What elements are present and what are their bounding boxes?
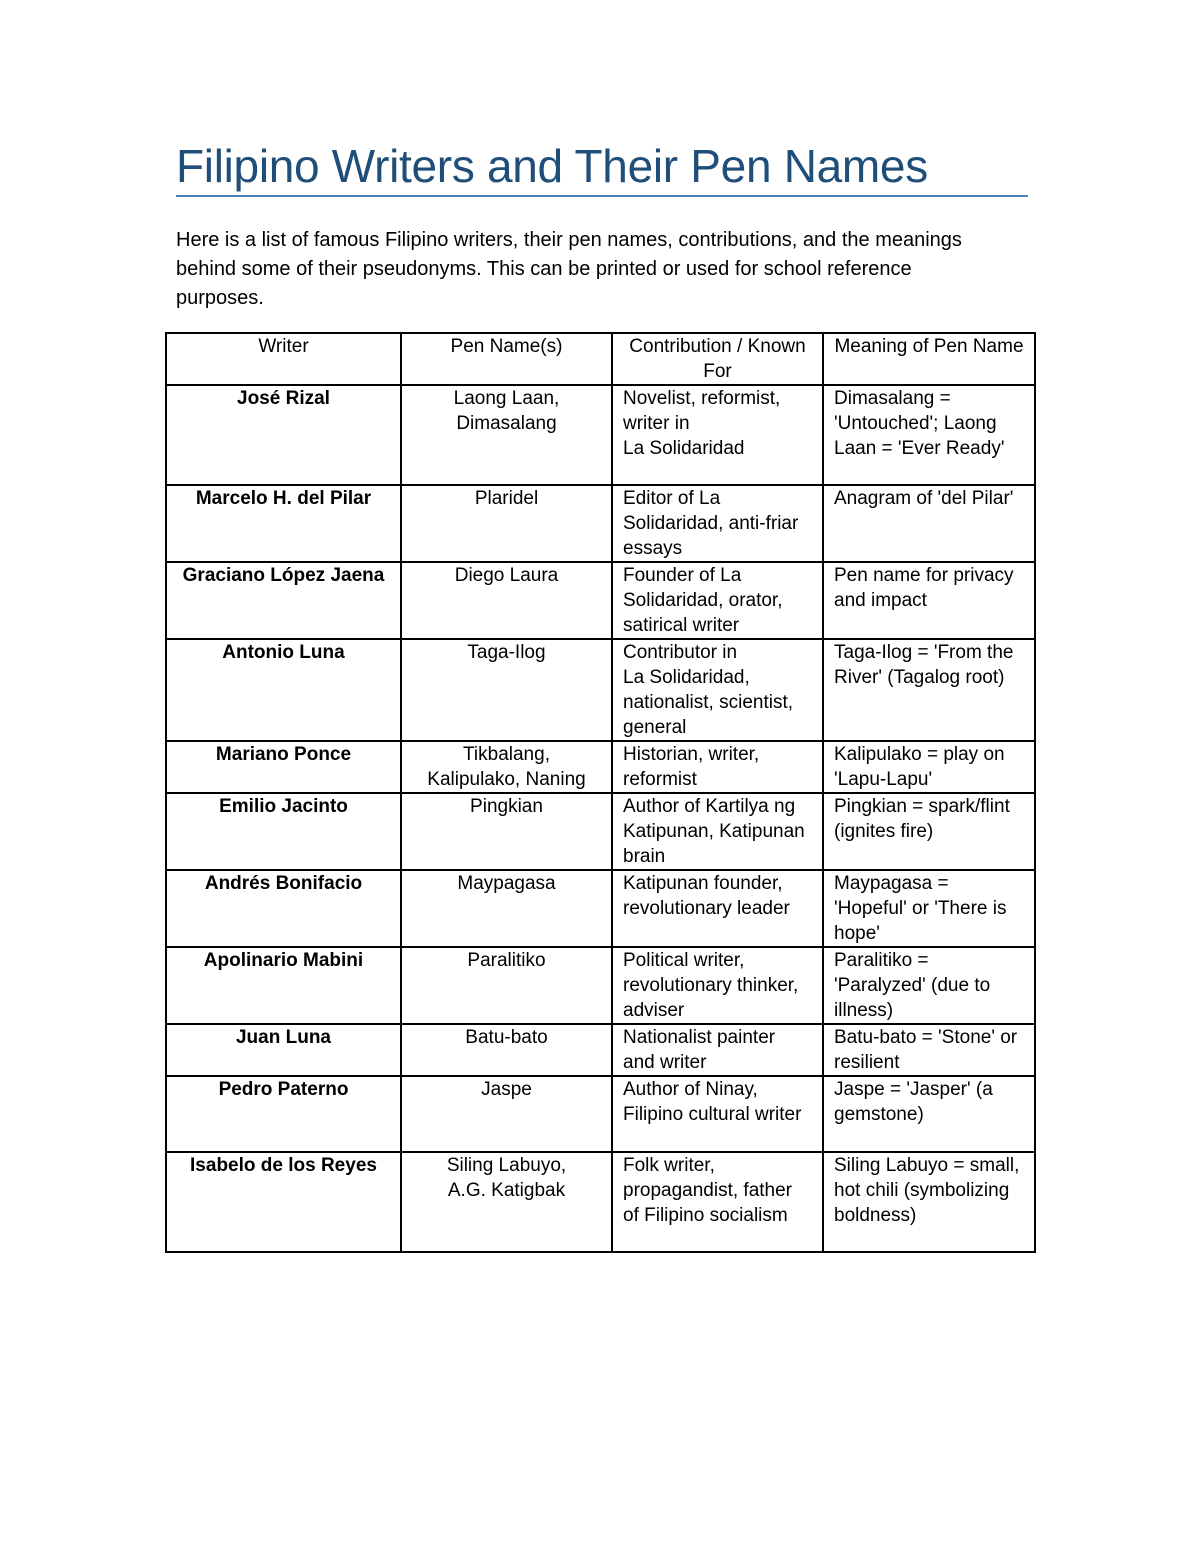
table-row (166, 1152, 1035, 1252)
table-row (166, 562, 1035, 639)
contribution-cell (612, 741, 823, 793)
title-underline (176, 195, 1028, 197)
header-writer: Writer (166, 333, 401, 385)
writer-cell: Antonio Luna (166, 639, 401, 741)
pen-name-cell (401, 639, 612, 741)
pen-name-line: Diego Laura (454, 565, 559, 586)
pen-name-line: Maypagasa (457, 873, 556, 894)
contribution-cell (612, 639, 823, 741)
meaning-cell: Taga-Ilog = 'From the River' (Tagalog root) (823, 639, 1035, 741)
pen-name-cell (401, 562, 612, 639)
contribution-line: Novelist, reformist, writer in (623, 388, 781, 434)
pen-name-line: Siling Labuyo, (446, 1155, 567, 1176)
header-pen-names: Pen Name(s) (401, 333, 612, 385)
contribution-line: La Solidaridad (623, 438, 745, 459)
table-row (166, 870, 1035, 947)
contribution-line: Katipunan founder, revolutionary leader (623, 873, 790, 919)
pen-name-line: Laong Laan, (453, 388, 560, 409)
meaning-cell: Kalipulako = play on 'Lapu-Lapu' (823, 741, 1035, 793)
writer-cell: Andrés Bonifacio (166, 870, 401, 947)
table-row (166, 639, 1035, 741)
pen-name-line: Kalipulako, Naning (427, 769, 586, 790)
contribution-cell (612, 562, 823, 639)
table-header-row (166, 333, 1035, 385)
table-row (166, 485, 1035, 562)
pen-name-cell (401, 793, 612, 870)
pen-name-line: Paralitiko (467, 950, 546, 971)
pen-name-cell (401, 870, 612, 947)
contribution-line: Folk writer, propagandist, father of Filipino socialism (623, 1155, 793, 1226)
writer-cell: Marcelo H. del Pilar (166, 485, 401, 562)
meaning-cell: Pen name for privacy and impact (823, 562, 1035, 639)
writer-cell: Pedro Paterno (166, 1076, 401, 1152)
header-contribution: Contribution / Known For (612, 333, 823, 385)
writer-cell: Juan Luna (166, 1024, 401, 1076)
meaning-cell: Jaspe = 'Jasper' (a gemstone) (823, 1076, 1035, 1152)
contribution-line: La Solidaridad, nationalist, scientist, general (623, 667, 794, 738)
pen-name-cell (401, 1152, 612, 1252)
contribution-line: Author of Kartilya ng Katipunan, Katipunan brain (623, 796, 805, 867)
pen-name-cell (401, 385, 612, 485)
intro-paragraph: Here is a list of famous Filipino writers, their pen names, contributions, and the meanings behind some of their pseudonyms. This can be printed or used for school reference purposes. (176, 229, 962, 309)
writers-table (165, 332, 1036, 1253)
contribution-line: Historian, writer, reformist (623, 744, 760, 790)
contribution-cell (612, 485, 823, 562)
writer-cell: Isabelo de los Reyes (166, 1152, 401, 1252)
writer-cell: Mariano Ponce (166, 741, 401, 793)
pen-name-cell (401, 485, 612, 562)
document-title: Filipino Writers and Their Pen Names (176, 140, 928, 192)
contribution-line: Political writer, revolutionary thinker, adviser (623, 950, 799, 1021)
pen-name-line: Plaridel (474, 488, 539, 509)
contribution-cell (612, 947, 823, 1024)
contribution-line: Nationalist painter and writer (623, 1027, 776, 1073)
meaning-cell: Pingkian = spark/flint (ignites fire) (823, 793, 1035, 870)
pen-name-line: A.G. Katigbak (447, 1180, 566, 1201)
meaning-cell: Batu-bato = 'Stone' or resilient (823, 1024, 1035, 1076)
writer-cell: Emilio Jacinto (166, 793, 401, 870)
contribution-cell (612, 1076, 823, 1152)
pen-name-cell (401, 1076, 612, 1152)
contribution-line: Editor of La Solidaridad, anti-friar essays (623, 488, 799, 559)
table-row (166, 741, 1035, 793)
contribution-cell (612, 385, 823, 485)
contribution-line: Founder of La Solidaridad, orator, satirical writer (623, 565, 783, 636)
pen-name-cell (401, 1024, 612, 1076)
writer-cell: Apolinario Mabini (166, 947, 401, 1024)
table-body (166, 385, 1035, 1252)
pen-name-line: Pingkian (470, 796, 543, 817)
pen-name-line: Taga-Ilog (467, 642, 546, 663)
pen-name-cell (401, 741, 612, 793)
table-row (166, 947, 1035, 1024)
meaning-cell: Maypagasa = 'Hopeful' or 'There is hope' (823, 870, 1035, 947)
pen-name-cell (401, 947, 612, 1024)
contribution-line: Author of Ninay, Filipino cultural writer (623, 1079, 802, 1125)
contribution-cell (612, 1152, 823, 1252)
pen-name-line: Tikbalang, (463, 744, 550, 765)
contribution-cell (612, 1024, 823, 1076)
writer-cell: José Rizal (166, 385, 401, 485)
table-row (166, 1024, 1035, 1076)
pen-name-line: Dimasalang (456, 413, 557, 434)
writer-cell: Graciano López Jaena (166, 562, 401, 639)
contribution-cell (612, 793, 823, 870)
pen-name-line: Batu-bato (465, 1027, 548, 1048)
meaning-cell: Dimasalang = 'Untouched'; Laong Laan = 'Ever Ready' (823, 385, 1035, 485)
table-row (166, 385, 1035, 485)
pen-name-line: Jaspe (481, 1079, 532, 1100)
contribution-cell (612, 870, 823, 947)
table-row (166, 1076, 1035, 1152)
table-row (166, 793, 1035, 870)
meaning-cell: Paralitiko = 'Paralyzed' (due to illness) (823, 947, 1035, 1024)
contribution-line: Contributor in (623, 642, 738, 663)
header-meaning: Meaning of Pen Name (823, 333, 1035, 385)
meaning-cell: Siling Labuyo = small, hot chili (symbolizing boldness) (823, 1152, 1035, 1252)
meaning-cell: Anagram of 'del Pilar' (823, 485, 1035, 562)
